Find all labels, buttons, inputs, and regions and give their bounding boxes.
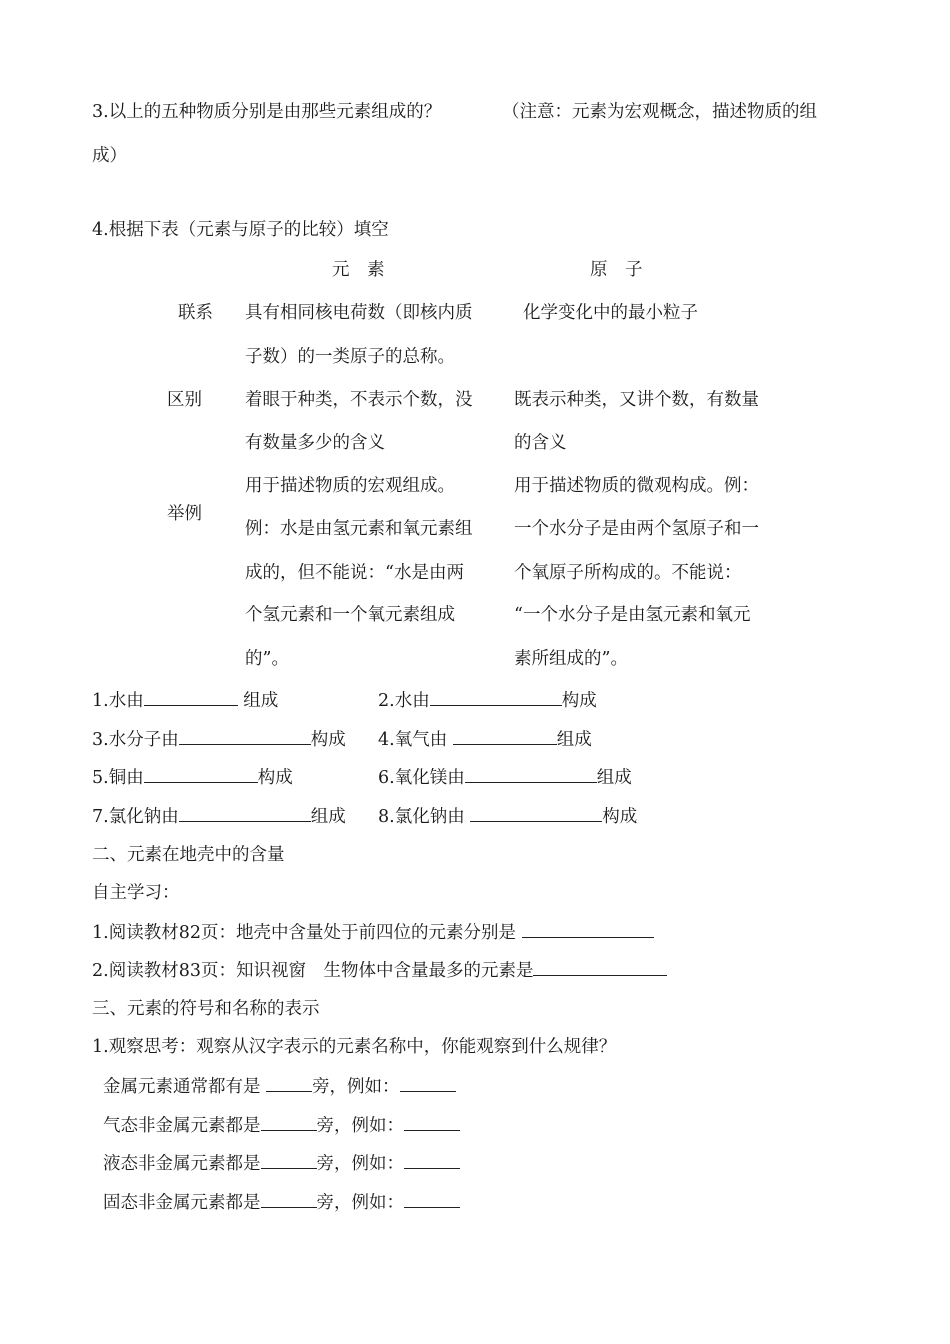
section3-q1: 1.观察思考：观察从汉字表示的元素名称中，你能观察到什么规律？: [92, 1037, 617, 1057]
row-ex-element-5: 的”。: [245, 649, 289, 669]
blank-field[interactable]: [453, 728, 557, 745]
blank-field[interactable]: [144, 766, 258, 783]
row-diff-element-1: 着眼于种类，不表示个数，没: [245, 390, 473, 410]
section3-title: 三、元素的符号和名称的表示: [92, 999, 320, 1019]
fill-4: 4.氧气由 组成: [378, 730, 592, 750]
row-link-element-2: 子数）的一类原子的总称。: [245, 347, 455, 367]
row-link-element-1: 具有相同核电荷数（即核内质: [245, 303, 473, 323]
blank-field[interactable]: [465, 766, 597, 783]
fill-2: 2.水由 构成: [378, 691, 597, 711]
blank-field[interactable]: [404, 1114, 460, 1131]
blank-field[interactable]: [400, 1075, 456, 1092]
blank-field[interactable]: [179, 728, 311, 745]
row-ex-atom-2: 一个水分子是由两个氢原子和一: [514, 519, 759, 539]
table-head-atom: 原 子: [590, 260, 643, 280]
section2-q1: 1.阅读教材82页：地壳中含量处于前四位的元素分别是: [92, 921, 654, 944]
row-ex-element-3: 成的，但不能说：“水是由两: [245, 563, 464, 583]
fill-5: 5.铜由 构成: [92, 768, 293, 788]
blank-field[interactable]: [261, 1114, 317, 1131]
row-ex-atom-1: 用于描述物质的微观构成。例：: [514, 476, 759, 496]
row-ex-atom-5: 素所组成的”。: [514, 649, 628, 669]
blank-field[interactable]: [430, 689, 562, 706]
blank-field[interactable]: [261, 1191, 317, 1208]
blank-field[interactable]: [404, 1191, 460, 1208]
row-ex-element-2: 例：水是由氢元素和氧元素组: [245, 519, 473, 539]
self-study-label: 自主学习：: [92, 883, 180, 903]
row-ex-element-4: 个氢元素和一个氧元素组成: [245, 605, 455, 625]
fill-6: 6.氧化镁由 组成: [378, 768, 632, 788]
rule-row-3: 液态非金属元素都是 旁，例如：: [103, 1152, 460, 1175]
row-ex-atom-4: “一个水分子是由氢元素和氧元: [514, 605, 751, 625]
blank-field[interactable]: [261, 1152, 317, 1169]
q3-note: （注意：元素为宏观概念，描述物质的组: [502, 102, 817, 122]
blank-field[interactable]: [404, 1152, 460, 1169]
row-link-label: 联系: [178, 303, 213, 323]
q3-text: 3.以上的五种物质分别是由那些元素组成的？: [92, 102, 442, 122]
blank-field[interactable]: [522, 921, 654, 938]
fill-7: 7.氯化钠由 组成: [92, 807, 346, 827]
blank-field[interactable]: [179, 805, 311, 822]
row-ex-element-1: 用于描述物质的宏观组成。: [245, 476, 455, 496]
rule-row-4: 固态非金属元素都是 旁，例如：: [103, 1191, 460, 1214]
rule-row-1: 金属元素通常都有是 旁，例如：: [103, 1075, 456, 1098]
blank-field[interactable]: [144, 689, 238, 706]
q3-line2: 成）: [92, 146, 127, 166]
q3-line1: [92, 101, 441, 123]
section2-title: 二、元素在地壳中的含量: [92, 845, 285, 865]
fill-1: 1.水由 组成: [92, 691, 279, 711]
row-example-label: 举例: [167, 504, 202, 524]
q4-title: 4.根据下表（元素与原子的比较）填空: [92, 220, 389, 240]
row-diff-atom-2: 的含义: [514, 433, 567, 453]
blank-field[interactable]: [266, 1075, 312, 1092]
table-head-element: 元 素: [332, 260, 385, 280]
row-ex-atom-3: 个氧原子所构成的。不能说：: [514, 563, 742, 583]
fill-8: 8.氯化钠由 构成: [378, 807, 638, 827]
section2-q2: 2.阅读教材83页：知识视窗 生物体中含量最多的元素是: [92, 959, 667, 982]
row-diff-label: 区别: [167, 390, 202, 410]
fill-3: 3.水分子由 构成: [92, 730, 346, 750]
rule-row-2: 气态非金属元素都是 旁，例如：: [103, 1114, 460, 1137]
blank-field[interactable]: [470, 805, 602, 822]
row-link-atom: 化学变化中的最小粒子: [523, 303, 698, 323]
blank-field[interactable]: [533, 959, 667, 976]
row-diff-element-2: 有数量多少的含义: [245, 433, 385, 453]
row-diff-atom-1: 既表示种类，又讲个数，有数量: [514, 390, 759, 410]
